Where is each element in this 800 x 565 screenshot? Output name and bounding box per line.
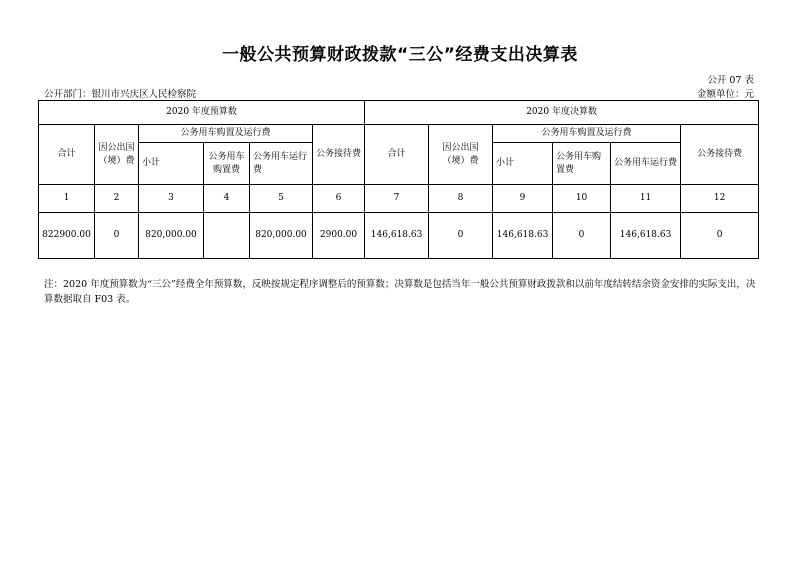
- budget-reception-value: 2900.00: [313, 213, 365, 259]
- header-row-group: [39, 101, 759, 125]
- table-number: 公开 07 表: [707, 75, 754, 86]
- budget-group-header: 2020 年度预算数: [39, 101, 365, 125]
- final-reception-value: 0: [681, 213, 759, 259]
- department-label: 公开部门：银川市兴庆区人民检察院: [44, 89, 197, 100]
- budget-vehicle-operation-value: 820,000.00: [250, 213, 313, 259]
- final-subtotal-header: 小计: [493, 143, 553, 185]
- column-number: 8: [429, 185, 493, 213]
- budget-vehicle-group-header: 公务用车购置及运行费: [139, 125, 313, 143]
- budget-abroad-value: 0: [95, 213, 139, 259]
- final-group-header: 2020 年度决算数: [365, 101, 759, 125]
- final-abroad-value: 0: [429, 213, 493, 259]
- column-number: 11: [611, 185, 681, 213]
- column-number: 9: [493, 185, 553, 213]
- currency-unit-label: 金额单位：元: [696, 89, 754, 100]
- budget-vehicle-purchase-header: 公务用车购置费: [204, 143, 250, 185]
- column-number-row: [39, 185, 759, 213]
- column-number: 4: [204, 185, 250, 213]
- final-vehicle-operation-value: 146,618.63: [611, 213, 681, 259]
- final-vehicle-purchase-header: 公务用车购置费: [553, 143, 611, 185]
- column-number: 5: [250, 185, 313, 213]
- page-title: 一般公共预算财政拨款“三公”经费支出决算表: [222, 45, 578, 65]
- final-abroad-header: 因公出国（境）费: [429, 125, 493, 185]
- final-vehicle-operation-header: 公务用车运行费: [611, 143, 681, 185]
- final-total-header: 合计: [365, 125, 429, 185]
- data-row: [39, 213, 759, 259]
- column-number: 2: [95, 185, 139, 213]
- budget-subtotal-header: 小计: [139, 143, 204, 185]
- column-number: 1: [39, 185, 95, 213]
- final-reception-header: 公务接待费: [681, 125, 759, 185]
- column-number: 3: [139, 185, 204, 213]
- final-total-value: 146,618.63: [365, 213, 429, 259]
- column-number: 10: [553, 185, 611, 213]
- header-row-vehicle: [39, 125, 759, 143]
- footnote: 注：2020 年度预算数为“三公”经费全年预算数，反映按规定程序调整后的预算数；决算数是包括当年一般公共预算财政拨款和以前年度结转结余资金安排的实际支出，决算数据取自 F03 表。: [44, 279, 756, 305]
- column-number: 6: [313, 185, 365, 213]
- budget-vehicle-operation-header: 公务用车运行费: [250, 143, 313, 185]
- column-number: 7: [365, 185, 429, 213]
- expenditure-table: [38, 100, 759, 259]
- budget-reception-header: 公务接待费: [313, 125, 365, 185]
- final-vehicle-group-header: 公务用车购置及运行费: [493, 125, 681, 143]
- budget-total-value: 822900.00: [39, 213, 95, 259]
- budget-vehicle-purchase-value: [204, 213, 250, 259]
- budget-abroad-header: 因公出国（境）费: [95, 125, 139, 185]
- budget-subtotal-value: 820,000.00: [139, 213, 204, 259]
- column-number: 12: [681, 185, 759, 213]
- final-subtotal-value: 146,618.63: [493, 213, 553, 259]
- budget-total-header: 合计: [39, 125, 95, 185]
- final-vehicle-purchase-value: 0: [553, 213, 611, 259]
